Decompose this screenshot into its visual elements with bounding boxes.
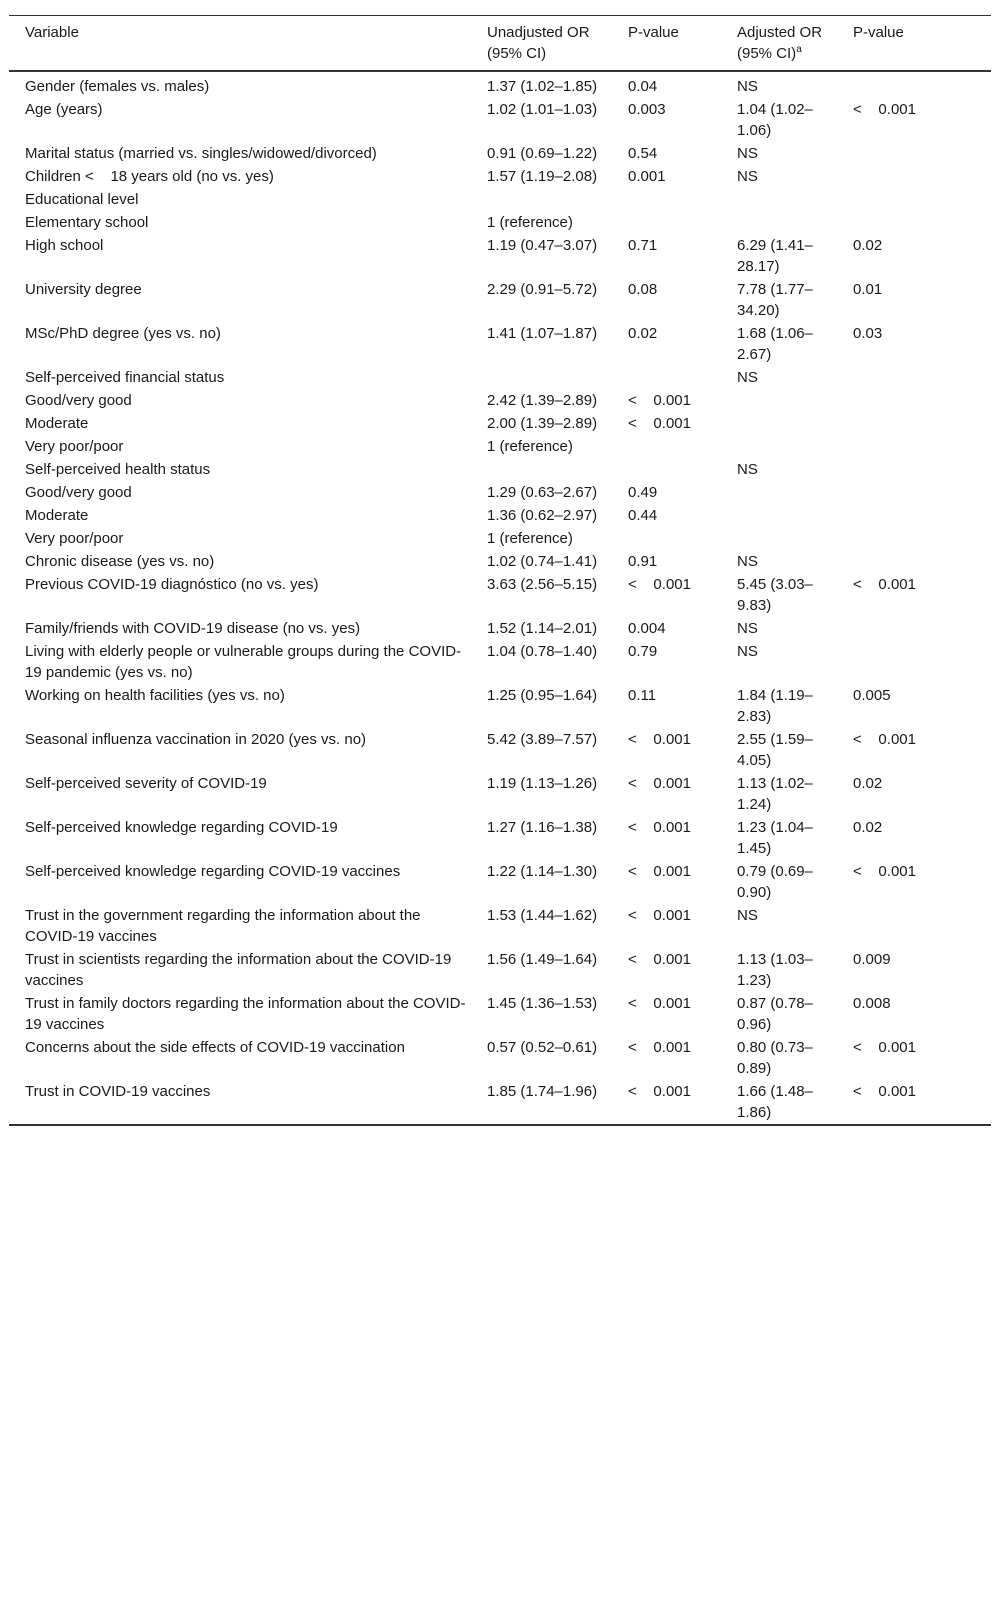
- cell-variable: Working on health facilities (yes vs. no): [25, 687, 285, 704]
- cell-variable: Self-perceived knowledge regarding COVID-19 vaccines: [25, 863, 401, 880]
- table-row: [9, 860, 991, 904]
- cell-unadjusted-or: 1.36 (0.62–2.97): [487, 507, 598, 524]
- table-row: [9, 728, 991, 772]
- table-row: [9, 142, 991, 165]
- cell-p-value-unadjusted: < 0.001: [628, 863, 691, 880]
- cell-p-value-adjusted: [837, 617, 991, 640]
- cell-p-value-adjusted: 0.005: [853, 687, 891, 704]
- cell-variable: Self-perceived severity of COVID-19: [25, 775, 267, 792]
- cell-unadjusted-or: 1.56 (1.49–1.64): [487, 951, 598, 968]
- cell-adjusted-or: [721, 527, 837, 550]
- cell-variable: Children < 18 years old (no vs. yes): [25, 168, 274, 185]
- cell-unadjusted-or: 1.41 (1.07–1.87): [487, 325, 598, 342]
- table-row: [9, 504, 991, 527]
- table-row: [9, 481, 991, 504]
- table-row: [9, 573, 991, 617]
- cell-variable: Previous COVID-19 diagnóstico (no vs. yes): [25, 576, 319, 593]
- cell-adjusted-or: NS: [737, 643, 758, 660]
- cell-unadjusted-or: 0.57 (0.52–0.61): [487, 1039, 598, 1056]
- cell-unadjusted-or: 0.91 (0.69–1.22): [487, 145, 598, 162]
- cell-adjusted-or: NS: [737, 168, 758, 185]
- cell-unadjusted-or: 1.29 (0.63–2.67): [487, 484, 598, 501]
- cell-variable: Self-perceived knowledge regarding COVID-19: [25, 819, 338, 836]
- table-row: [9, 617, 991, 640]
- cell-variable: Family/friends with COVID-19 disease (no vs. yes): [25, 620, 361, 637]
- cell-p-value-unadjusted: < 0.001: [628, 576, 691, 593]
- cell-p-value-unadjusted: < 0.001: [628, 995, 691, 1012]
- cell-adjusted-or: 0.87 (0.78–0.96): [737, 995, 813, 1033]
- cell-unadjusted-or: 2.42 (1.39–2.89): [487, 392, 598, 409]
- cell-variable: High school: [25, 237, 104, 254]
- cell-unadjusted-or: 1 (reference): [487, 530, 573, 547]
- cell-p-value-adjusted: [837, 904, 991, 948]
- cell-p-value-adjusted: [837, 71, 991, 98]
- table-body: [9, 71, 991, 1125]
- cell-unadjusted-or: 2.00 (1.39–2.89): [487, 415, 598, 432]
- table-row: [9, 188, 991, 211]
- cell-p-value-adjusted: [837, 481, 991, 504]
- cell-p-value-adjusted: [837, 527, 991, 550]
- cell-unadjusted-or: 1.22 (1.14–1.30): [487, 863, 598, 880]
- table-row: [9, 165, 991, 188]
- cell-p-value-adjusted: [837, 165, 991, 188]
- header-adjusted-footnote-marker: a: [796, 44, 802, 55]
- header-unadjusted-or: Unadjusted OR (95% CI): [487, 24, 590, 62]
- cell-p-value-adjusted: < 0.001: [853, 1083, 916, 1100]
- cell-p-value-adjusted: [837, 504, 991, 527]
- cell-p-value-unadjusted: 0.001: [628, 168, 666, 185]
- cell-variable: Very poor/poor: [25, 438, 124, 455]
- table-row: [9, 458, 991, 481]
- cell-variable: Good/very good: [25, 484, 132, 501]
- header-variable: Variable: [25, 24, 79, 41]
- cell-adjusted-or: [721, 504, 837, 527]
- cell-unadjusted-or: 1 (reference): [487, 438, 573, 455]
- cell-unadjusted-or: 1.37 (1.02–1.85): [487, 78, 598, 95]
- cell-p-value-unadjusted: < 0.001: [628, 951, 691, 968]
- cell-variable: Marital status (married vs. singles/widowed/divorced): [25, 145, 377, 162]
- cell-p-value-unadjusted: [612, 435, 721, 458]
- cell-variable: Self-perceived financial status: [25, 369, 225, 386]
- header-adjusted-or-label: Adjusted OR (95% CI): [737, 24, 823, 62]
- cell-p-value-unadjusted: [612, 458, 721, 481]
- cell-p-value-unadjusted: < 0.001: [628, 392, 691, 409]
- cell-adjusted-or: 1.84 (1.19–2.83): [737, 687, 813, 725]
- cell-unadjusted-or: [471, 458, 612, 481]
- cell-adjusted-or: 7.78 (1.77–34.20): [737, 281, 813, 319]
- cell-unadjusted-or: 1.85 (1.74–1.96): [487, 1083, 598, 1100]
- cell-variable: Trust in scientists regarding the information about the COVID-19 vaccines: [25, 951, 452, 989]
- cell-adjusted-or: 0.80 (0.73–0.89): [737, 1039, 813, 1077]
- cell-p-value-unadjusted: < 0.001: [628, 731, 691, 748]
- cell-unadjusted-or: [471, 366, 612, 389]
- table-row: [9, 412, 991, 435]
- cell-adjusted-or: 1.66 (1.48–1.86): [737, 1083, 813, 1121]
- cell-variable: Educational level: [25, 191, 139, 208]
- cell-adjusted-or: NS: [737, 78, 758, 95]
- cell-unadjusted-or: 1.19 (0.47–3.07): [487, 237, 598, 254]
- cell-adjusted-or: NS: [737, 145, 758, 162]
- cell-p-value-adjusted: [837, 389, 991, 412]
- table-row: [9, 98, 991, 142]
- header-row: [9, 16, 991, 72]
- header-p-value-unadjusted: P-value: [628, 24, 679, 41]
- cell-p-value-adjusted: [837, 142, 991, 165]
- cell-variable: MSc/PhD degree (yes vs. no): [25, 325, 221, 342]
- cell-p-value-adjusted: [837, 366, 991, 389]
- table-row: [9, 816, 991, 860]
- cell-variable: Living with elderly people or vulnerable groups during the COVID-19 pandemic (yes vs. no): [25, 643, 462, 681]
- cell-p-value-unadjusted: < 0.001: [628, 819, 691, 836]
- cell-p-value-adjusted: < 0.001: [853, 863, 916, 880]
- cell-p-value-unadjusted: < 0.001: [628, 907, 691, 924]
- table-row: [9, 684, 991, 728]
- cell-variable: Chronic disease (yes vs. no): [25, 553, 215, 570]
- cell-adjusted-or: [721, 188, 837, 211]
- cell-p-value-adjusted: [837, 188, 991, 211]
- cell-variable: Seasonal influenza vaccination in 2020 (yes vs. no): [25, 731, 367, 748]
- cell-p-value-unadjusted: [612, 527, 721, 550]
- cell-adjusted-or: 6.29 (1.41–28.17): [737, 237, 813, 275]
- cell-unadjusted-or: 1 (reference): [487, 214, 573, 231]
- cell-variable: Self-perceived health status: [25, 461, 211, 478]
- table-row: [9, 904, 991, 948]
- table-row: [9, 1036, 991, 1080]
- table-header: [9, 16, 991, 72]
- cell-p-value-unadjusted: [612, 188, 721, 211]
- cell-adjusted-or: [721, 435, 837, 458]
- cell-adjusted-or: 1.23 (1.04–1.45): [737, 819, 813, 857]
- cell-p-value-unadjusted: < 0.001: [628, 415, 691, 432]
- cell-p-value-adjusted: [837, 435, 991, 458]
- table-row: [9, 527, 991, 550]
- cell-unadjusted-or: 1.52 (1.14–2.01): [487, 620, 598, 637]
- cell-variable: Trust in family doctors regarding the information about the COVID-19 vaccines: [25, 995, 466, 1033]
- cell-unadjusted-or: 1.02 (0.74–1.41): [487, 553, 598, 570]
- cell-unadjusted-or: 3.63 (2.56–5.15): [487, 576, 598, 593]
- cell-p-value-unadjusted: 0.44: [628, 507, 658, 524]
- odds-ratio-table: [9, 15, 991, 1126]
- cell-p-value-adjusted: 0.009: [853, 951, 891, 968]
- table-row: [9, 389, 991, 412]
- cell-p-value-unadjusted: 0.54: [628, 145, 658, 162]
- cell-p-value-unadjusted: 0.08: [628, 281, 658, 298]
- cell-unadjusted-or: [471, 188, 612, 211]
- cell-adjusted-or: 2.55 (1.59–4.05): [737, 731, 813, 769]
- cell-adjusted-or: [721, 481, 837, 504]
- table-row: [9, 1080, 991, 1125]
- results-table-container: [9, 15, 991, 1126]
- cell-p-value-unadjusted: [612, 366, 721, 389]
- table-row: [9, 366, 991, 389]
- cell-adjusted-or: 1.04 (1.02–1.06): [737, 101, 813, 139]
- cell-p-value-unadjusted: [612, 211, 721, 234]
- cell-adjusted-or: NS: [737, 553, 758, 570]
- cell-adjusted-or: 5.45 (3.03–9.83): [737, 576, 813, 614]
- table-row: [9, 322, 991, 366]
- cell-adjusted-or: NS: [737, 907, 758, 924]
- cell-unadjusted-or: 1.27 (1.16–1.38): [487, 819, 598, 836]
- cell-unadjusted-or: 1.04 (0.78–1.40): [487, 643, 598, 660]
- cell-p-value-adjusted: 0.01: [853, 281, 883, 298]
- cell-p-value-adjusted: [837, 640, 991, 684]
- cell-p-value-adjusted: [837, 458, 991, 481]
- cell-adjusted-or: [721, 412, 837, 435]
- cell-p-value-unadjusted: 0.003: [628, 101, 666, 118]
- header-adjusted-or: [721, 16, 837, 72]
- cell-p-value-adjusted: 0.02: [853, 237, 883, 254]
- table-row: [9, 948, 991, 992]
- cell-variable: Very poor/poor: [25, 530, 124, 547]
- cell-unadjusted-or: 2.29 (0.91–5.72): [487, 281, 598, 298]
- cell-p-value-adjusted: 0.02: [853, 775, 883, 792]
- table-row: [9, 550, 991, 573]
- table-row: [9, 772, 991, 816]
- cell-unadjusted-or: 1.45 (1.36–1.53): [487, 995, 598, 1012]
- cell-variable: Moderate: [25, 415, 89, 432]
- cell-variable: Gender (females vs. males): [25, 78, 210, 95]
- cell-adjusted-or: NS: [737, 369, 758, 386]
- cell-p-value-adjusted: [837, 550, 991, 573]
- cell-variable: Elementary school: [25, 214, 149, 231]
- cell-adjusted-or: [721, 389, 837, 412]
- cell-p-value-adjusted: 0.008: [853, 995, 891, 1012]
- cell-adjusted-or: 1.68 (1.06–2.67): [737, 325, 813, 363]
- cell-adjusted-or: [721, 211, 837, 234]
- header-p-value-adjusted: P-value: [853, 24, 904, 41]
- cell-unadjusted-or: 1.57 (1.19–2.08): [487, 168, 598, 185]
- cell-unadjusted-or: 1.53 (1.44–1.62): [487, 907, 598, 924]
- cell-p-value-unadjusted: < 0.001: [628, 1083, 691, 1100]
- cell-p-value-adjusted: < 0.001: [853, 101, 916, 118]
- cell-unadjusted-or: 1.25 (0.95–1.64): [487, 687, 598, 704]
- cell-variable: University degree: [25, 281, 142, 298]
- table-row: [9, 234, 991, 278]
- cell-variable: Age (years): [25, 101, 103, 118]
- table-row: [9, 278, 991, 322]
- table-row: [9, 435, 991, 458]
- cell-p-value-unadjusted: 0.49: [628, 484, 658, 501]
- cell-adjusted-or: 1.13 (1.02–1.24): [737, 775, 813, 813]
- cell-unadjusted-or: 5.42 (3.89–7.57): [487, 731, 598, 748]
- cell-variable: Concerns about the side effects of COVID-19 vaccination: [25, 1039, 405, 1056]
- cell-unadjusted-or: 1.02 (1.01–1.03): [487, 101, 598, 118]
- cell-p-value-unadjusted: < 0.001: [628, 775, 691, 792]
- cell-variable: Trust in COVID-19 vaccines: [25, 1083, 211, 1100]
- cell-p-value-unadjusted: 0.11: [628, 687, 657, 704]
- cell-variable: Good/very good: [25, 392, 132, 409]
- cell-adjusted-or: NS: [737, 461, 758, 478]
- cell-p-value-unadjusted: 0.71: [628, 237, 658, 254]
- cell-variable: Moderate: [25, 507, 89, 524]
- cell-p-value-adjusted: < 0.001: [853, 731, 916, 748]
- cell-p-value-unadjusted: 0.79: [628, 643, 658, 660]
- cell-unadjusted-or: 1.19 (1.13–1.26): [487, 775, 598, 792]
- cell-p-value-unadjusted: < 0.001: [628, 1039, 691, 1056]
- cell-p-value-unadjusted: 0.91: [628, 553, 658, 570]
- cell-p-value-unadjusted: 0.02: [628, 325, 658, 342]
- cell-adjusted-or: 1.13 (1.03–1.23): [737, 951, 813, 989]
- cell-p-value-adjusted: [837, 412, 991, 435]
- cell-p-value-adjusted: 0.02: [853, 819, 883, 836]
- cell-adjusted-or: NS: [737, 620, 758, 637]
- cell-p-value-unadjusted: 0.004: [628, 620, 666, 637]
- cell-p-value-adjusted: 0.03: [853, 325, 883, 342]
- table-row: [9, 640, 991, 684]
- cell-variable: Trust in the government regarding the information about the COVID-19 vaccines: [25, 907, 421, 945]
- table-row: [9, 71, 991, 98]
- table-row: [9, 992, 991, 1036]
- cell-p-value-adjusted: [837, 211, 991, 234]
- cell-p-value-adjusted: < 0.001: [853, 1039, 916, 1056]
- cell-p-value-unadjusted: 0.04: [628, 78, 658, 95]
- cell-adjusted-or: 0.79 (0.69–0.90): [737, 863, 813, 901]
- table-row: [9, 211, 991, 234]
- cell-p-value-adjusted: < 0.001: [853, 576, 916, 593]
